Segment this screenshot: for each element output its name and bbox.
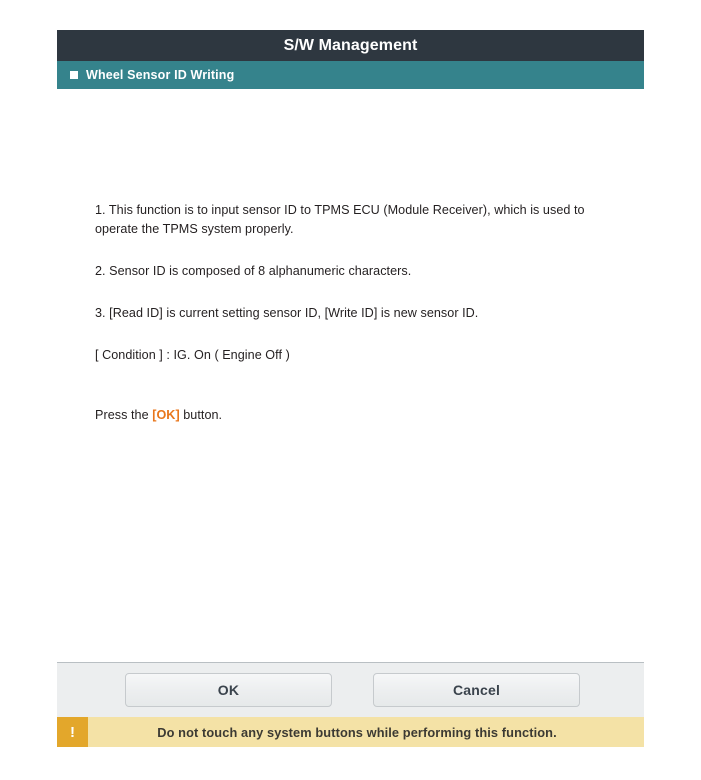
- exclamation-mark-glyph: !: [70, 723, 75, 741]
- cancel-button[interactable]: Cancel: [373, 673, 580, 707]
- instruction-line-3: 3. [Read ID] is current setting sensor ID, [Write ID] is new sensor ID.: [95, 306, 479, 320]
- function-subheader: [57, 61, 644, 89]
- swm-dialog-panel: [57, 30, 644, 747]
- function-subheader-label: Wheel Sensor ID Writing: [86, 68, 235, 82]
- filled-square-bullet-icon: [70, 71, 78, 79]
- press-instruction-highlight: [OK]: [152, 408, 180, 422]
- instruction-line-1: 1. This function is to input sensor ID to TPMS ECU (Module Receiver), which is used to operate the TPMS system properly.: [95, 203, 585, 236]
- window-title-bar: [57, 30, 644, 61]
- page-title: S/W Management: [283, 36, 418, 54]
- warning-message: Do not touch any system buttons while performing this function.: [157, 724, 557, 740]
- warning-bar: [57, 717, 644, 747]
- condition-line: [ Condition ] : IG. On ( Engine Off ): [95, 348, 290, 362]
- press-instruction-before: Press the: [95, 408, 153, 422]
- instruction-line-2: 2. Sensor ID is composed of 8 alphanumeric characters.: [95, 264, 412, 278]
- press-instruction-after: button.: [179, 408, 223, 422]
- exclamation-mark-icon: [57, 717, 88, 747]
- ok-button[interactable]: OK: [125, 673, 332, 707]
- press-instruction-line: [95, 406, 606, 425]
- warning-text-container: [88, 717, 644, 747]
- instructions-content: [57, 89, 644, 662]
- footer-button-bar: [57, 663, 644, 717]
